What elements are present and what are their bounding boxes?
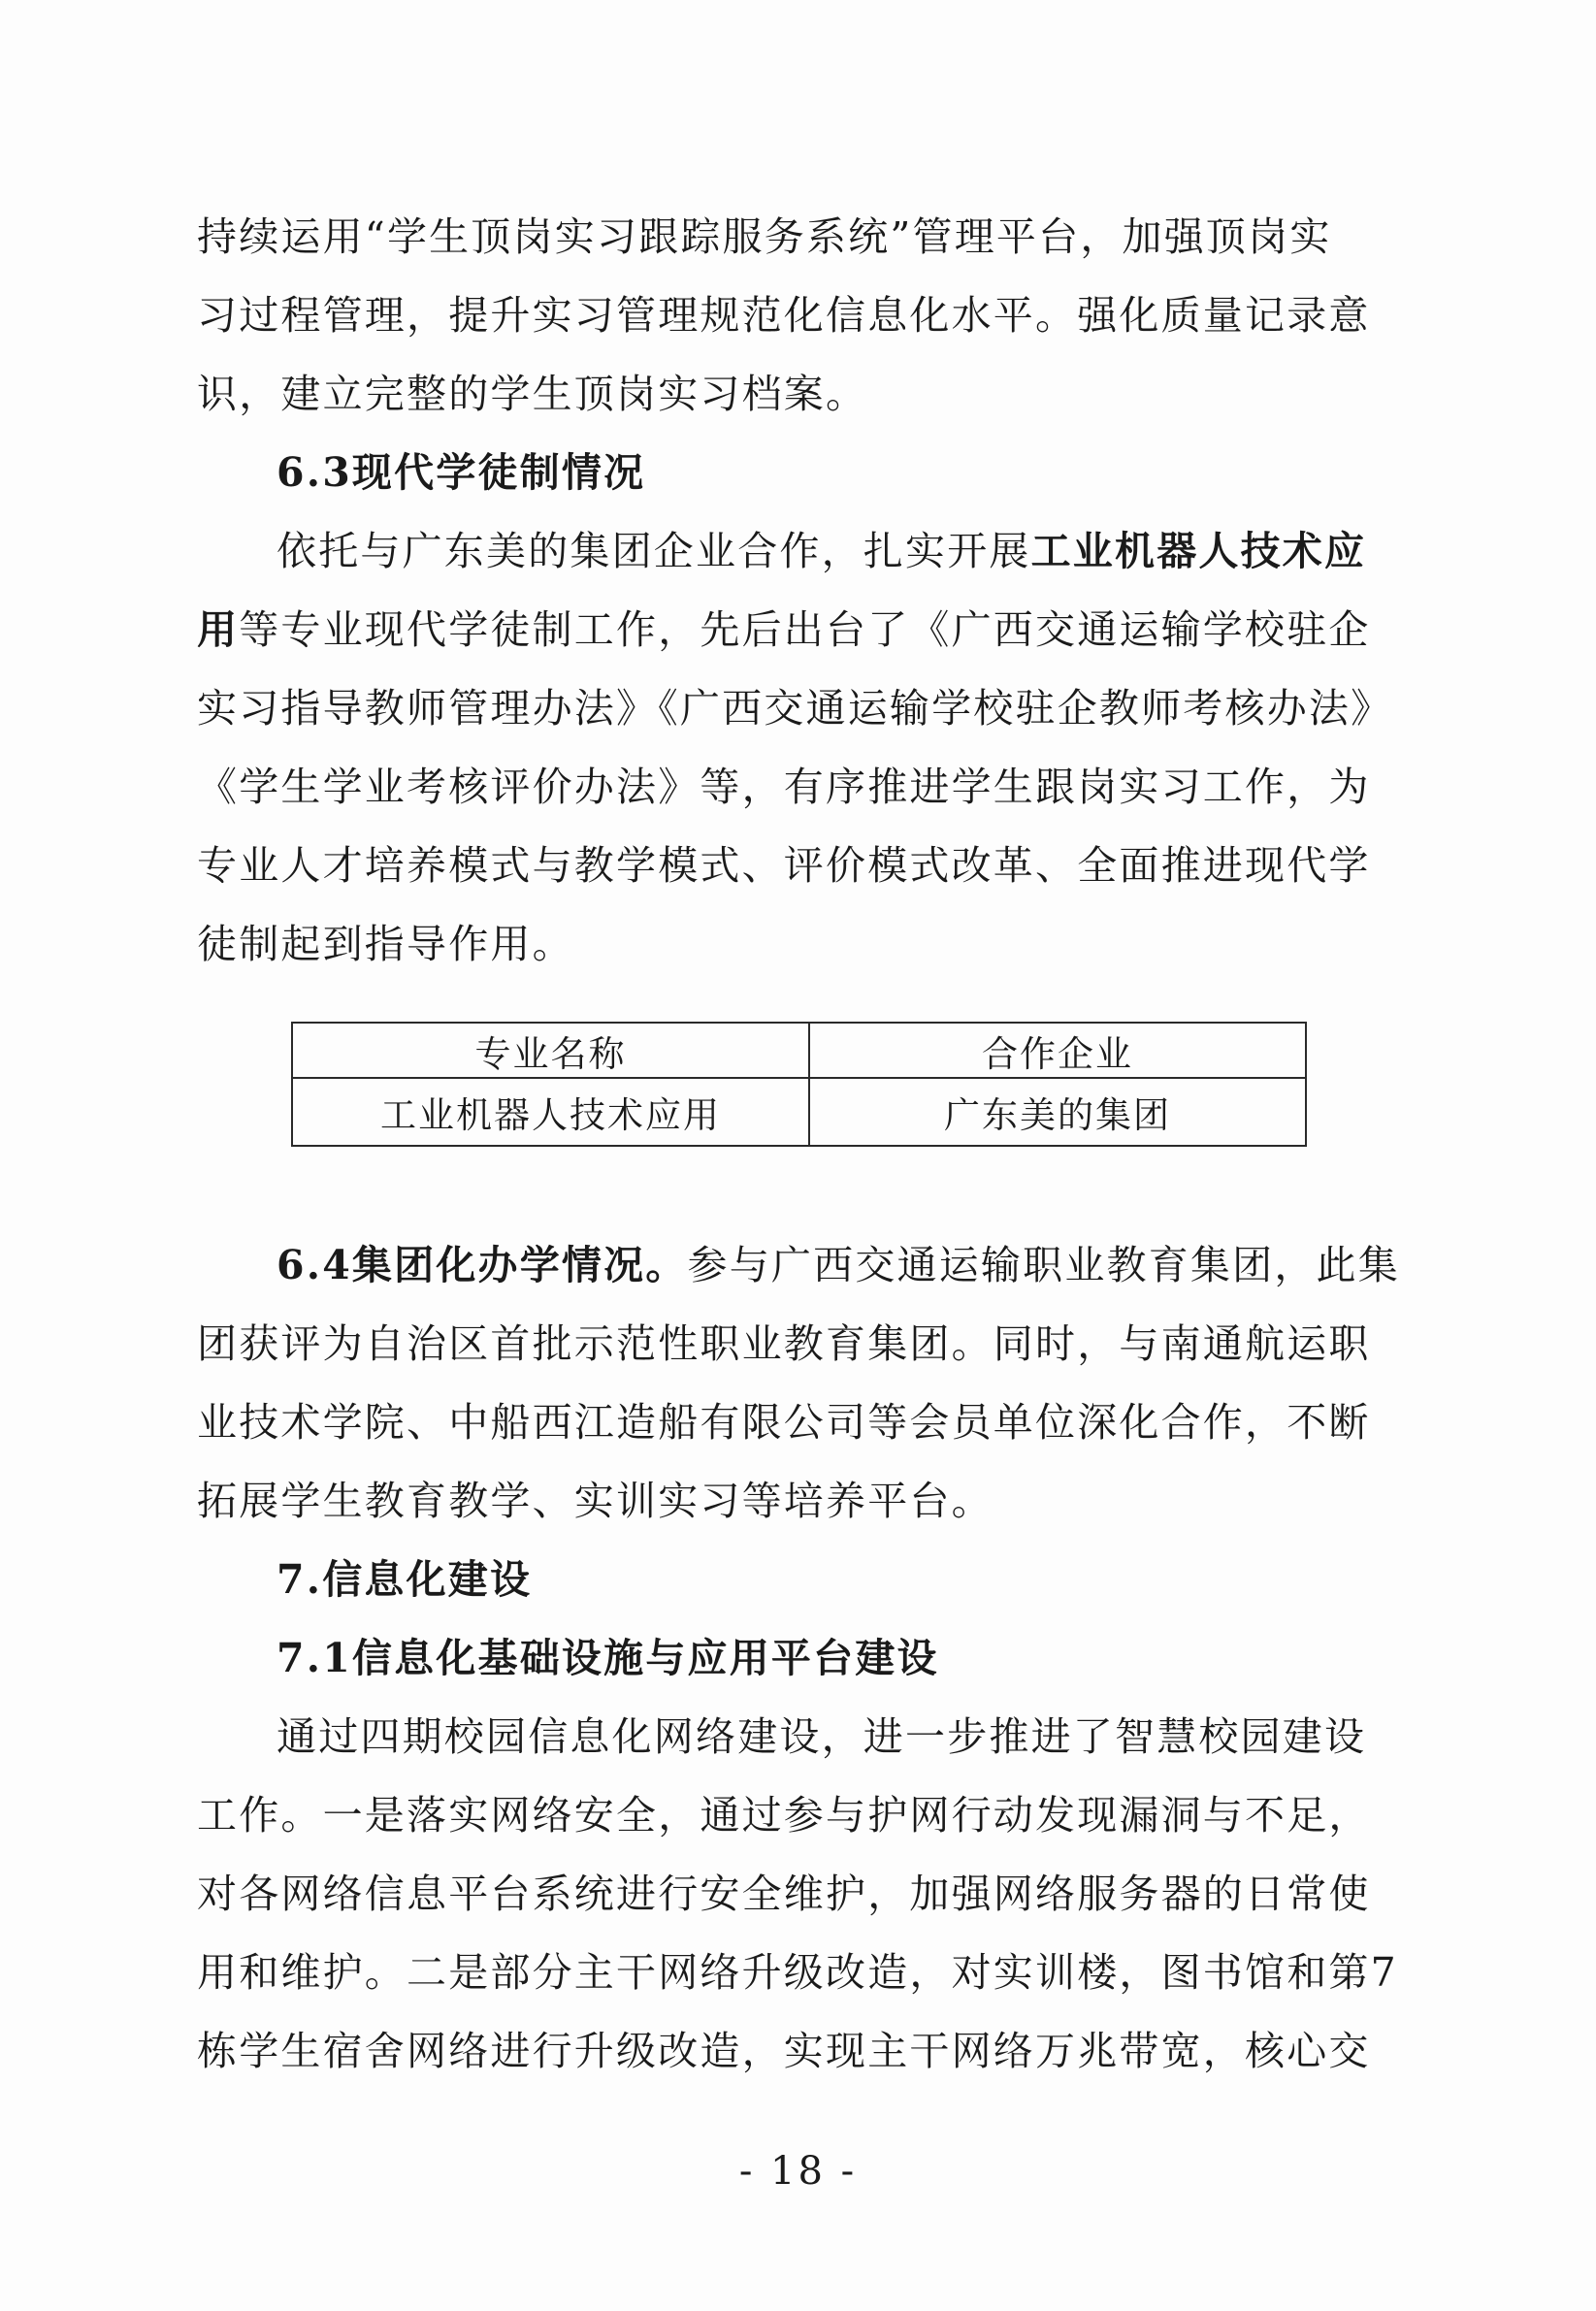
paragraph-line: 专业人才培养模式与教学模式、评价模式改革、全面推进现代学 bbox=[197, 842, 1371, 889]
paragraph-line: 《学生学业考核评价办法》等，有序推进学生跟岗实习工作，为 bbox=[197, 764, 1371, 810]
paragraph-line bbox=[197, 605, 1405, 654]
table-row bbox=[293, 1079, 1305, 1145]
bold-text-span: 工业机器人技术应 bbox=[1030, 528, 1367, 574]
text-span: 等专业现代学徒制工作，先后出台了《广西交通运输学校驻企 bbox=[239, 606, 1371, 653]
paragraph-line: 习过程管理，提升实习管理规范化信息化水平。强化质量记录意 bbox=[197, 292, 1371, 339]
paragraph-line bbox=[277, 1241, 1405, 1289]
table-header-row bbox=[293, 1024, 1305, 1079]
section-heading-7: 7.信息化建设 bbox=[277, 1556, 533, 1603]
paragraph-line bbox=[277, 527, 1405, 575]
paragraph-line: 通过四期校园信息化网络建设，进一步推进了智慧校园建设 bbox=[277, 1713, 1367, 1760]
section-heading-7-1: 7.1信息化基础设施与应用平台建设 bbox=[277, 1635, 939, 1681]
paragraph-line: 徒制起到指导作用。 bbox=[197, 921, 574, 967]
paragraph-line: 用和维护。二是部分主干网络升级改造，对实训楼，图书馆和第7 bbox=[197, 1949, 1398, 1996]
section-heading-6-3: 6.3现代学徒制情况 bbox=[277, 449, 646, 496]
paragraph-line: 业技术学院、中船西江造船有限公司等会员单位深化合作，不断 bbox=[197, 1399, 1371, 1446]
table-cell: 工业机器人技术应用 bbox=[293, 1079, 810, 1145]
paragraph-line: 对各网络信息平台系统进行安全维护，加强网络服务器的日常使 bbox=[197, 1871, 1371, 1917]
text-span: 参与广西交通运输职业教育集团，此集 bbox=[687, 1242, 1400, 1288]
paragraph-line: 拓展学生教育教学、实训实习等培养平台。 bbox=[197, 1478, 993, 1524]
page-number: - 18 - bbox=[738, 2149, 858, 2194]
paragraph-line: 识，建立完整的学生顶岗实习档案。 bbox=[197, 371, 868, 417]
section-heading-6-4: 6.4集团化办学情况。 bbox=[277, 1242, 688, 1288]
paragraph-line: 持续运用“学生顶岗实习跟踪服务系统”管理平台，加强顶岗实 bbox=[197, 213, 1332, 260]
table-header-cell: 合作企业 bbox=[982, 1032, 1133, 1075]
paragraph-line: 实习指导教师管理办法》《广西交通运输学校驻企教师考核办法》 bbox=[197, 685, 1393, 732]
paragraph-line: 团获评为自治区首批示范性职业教育集团。同时，与南通航运职 bbox=[197, 1320, 1371, 1367]
paragraph-line: 栋学生宿舍网络进行升级改造，实现主干网络万兆带宽，核心交 bbox=[197, 2028, 1371, 2074]
table-header-cell: 专业名称 bbox=[293, 1024, 810, 1077]
bold-text-span: 用 bbox=[197, 606, 240, 653]
text-span: 依托与广东美的集团企业合作，扎实开展 bbox=[277, 528, 1031, 574]
cooperation-table bbox=[291, 1022, 1307, 1147]
table-cell: 广东美的集团 bbox=[944, 1094, 1171, 1136]
paragraph-line: 工作。一是落实网络安全，通过参与护网行动发现漏洞与不足， bbox=[197, 1792, 1371, 1839]
